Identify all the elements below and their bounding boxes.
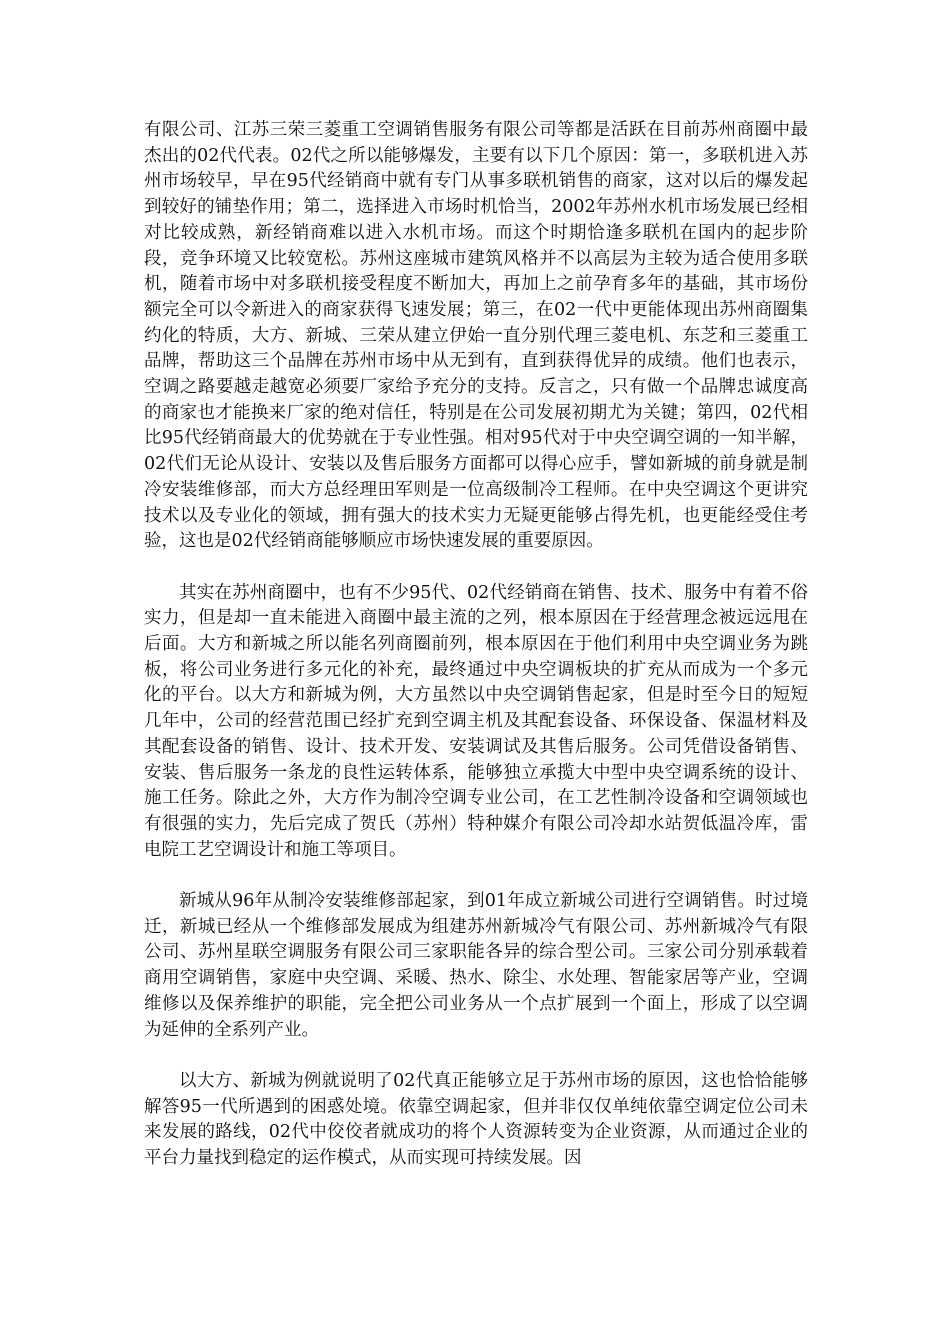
- paragraph-2: 其实在苏州商圈中，也有不少95代、02代经销商在销售、技术、服务中有着不俗实力，但是却一直未能进入商圈中最主流的之列，根本原因在于经营理念被远远甩在后面。大方和新城之所以能名列商圈前列，根本原因在于他们利用中央空调业务为跳板，将公司业务进行多元化的补充，最终通过中央空调板块的扩充从而成为一个多元化的平台。以大方和新城为例，大方虽然以中央空调销售起家，但是时至今日的短短几年中，公司的经营范围已经扩充到空调主机及其配套设备、环保设备、保温材料及其配套设备的销售、设计、技术开发、安装调试及其售后服务。公司凭借设备销售、安装、售后服务一条龙的良性运转体系，能够独立承揽大中型中央空调系统的设计、施工任务。除此之外，大方作为制冷空调专业公司，在工艺性制冷设备和空调领域也有很强的实力，先后完成了贺氏（苏州）特种媒介有限公司冷却水站贺低温冷库，雷电院工艺空调设计和施工等项目。: [144, 582, 808, 860]
- document-body: [144, 118, 808, 1172]
- paragraph-1: 有限公司、江苏三荣三菱重工空调销售服务有限公司等都是活跃在目前苏州商圈中最杰出的02代代表。02代之所以能够爆发，主要有以下几个原因：第一，多联机进入苏州市场较早，早在95代经销商中就有专门从事多联机销售的商家，这对以后的爆发起到较好的铺垫作用；第二，选择进入市场时机恰当，2002年苏州水机市场发展已经相对比较成熟，新经销商难以进入水机市场。而这个时期恰逢多联机在国内的起步阶段，竞争环境又比较宽松。苏州这座城市建筑风格并不以高层为主较为适合使用多联机，随着市场中对多联机接受程度不断加大，再加上之前孕育多年的基础，其市场份额完全可以令新进入的商家获得飞速发展；第三，在02一代中更能体现出苏州商圈集约化的特质，大方、新城、三荣从建立伊始一直分别代理三菱电机、东芝和三菱重工品牌，帮助这三个品牌在苏州市场中从无到有，直到获得优异的成绩。他们也表示，空调之路要越走越宽必须要厂家给予充分的支持。反言之，只有做一个品牌忠诚度高的商家也才能换来厂家的绝对信任，特别是在公司发展初期尤为关键；第四，02代相比95代经销商最大的优势就在于专业性强。相对95代对于中央空调空调的一知半解，02代们无论从设计、安装以及售后服务方面都可以得心应手，譬如新城的前身就是制冷安装维修部，而大方总经理田军则是一位高级制冷工程师。在中央空调这个更讲究技术以及专业化的领域，拥有强大的技术实力无疑更能够占得先机，也更能经受住考验，这也是02代经销商能够顺应市场快速发展的重要原因。: [144, 120, 808, 552]
- paragraph-4: 以大方、新城为例就说明了02代真正能够立足于苏州市场的原因，这也恰恰能够解答95一代所遇到的困惑处境。依靠空调起家，但并非仅仅单纯依靠空调定位公司未来发展的路线，02代中佼佼者就成功的将个人资源转变为企业资源，从而通过企业的平台力量找到稳定的运作模式，从而实现可持续发展。因: [144, 1070, 808, 1169]
- paragraph-3: 新城从96年从制冷安装维修部起家，到01年成立新城公司进行空调销售。时过境迁，新城已经从一个维修部发展成为组建苏州新城冷气有限公司、苏州新城冷气有限公司、苏州星联空调服务有限公司三家职能各异的综合型公司。三家公司分别承载着商用空调销售，家庭中央空调、采暖、热水、除尘、水处理、智能家居等产业，空调维修以及保养维护的职能，完全把公司业务从一个点扩展到一个面上，形成了以空调为延伸的全系列产业。: [144, 891, 808, 1040]
